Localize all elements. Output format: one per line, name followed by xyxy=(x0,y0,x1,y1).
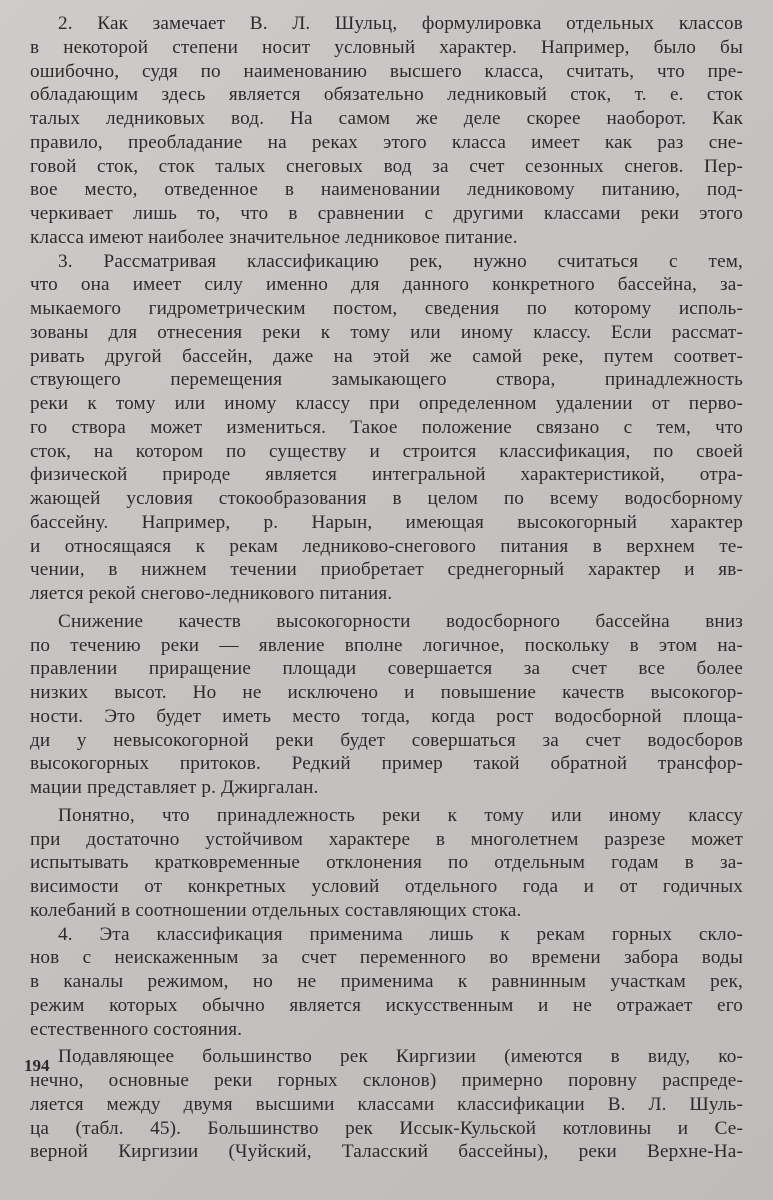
text-line: черкивает лишь то, что в сравнении с другими классами реки этого xyxy=(30,203,743,224)
text-line: Подавляющее большинство рек Киргизии (имеются в виду, ко- xyxy=(58,1046,743,1068)
text-line: испытывать кратковременные отклонения по отдельным годам в за- xyxy=(30,852,743,874)
text-line: говой сток, сток талых снеговых вод за счет сезонных снегов. Пер- xyxy=(30,155,743,177)
text-line: высокогорных притоков. Редкий пример такой обратной трансфор- xyxy=(30,753,743,775)
text-line: Понятно, что принадлежность реки к тому или иному классу xyxy=(58,804,743,826)
text-line: 4. Эта классификация применима лишь к рекам горных скло- xyxy=(58,923,743,945)
text-line: талых ледниковых вод. На самом же деле скорее наоборот. Как xyxy=(30,108,743,129)
text-line: ца (табл. 45). Большинство рек Иссык-Кульской котловины и Се- xyxy=(30,1117,743,1139)
text-line: в каналы режимом, но не применима к равнинным участкам рек, xyxy=(30,971,743,992)
text-line: Снижение качеств высокогорности водосборного бассейна вниз xyxy=(58,610,743,632)
text-line: реки к тому или иному классу при определенном удалении от перво- xyxy=(30,393,743,414)
paragraph-6 xyxy=(30,1045,743,1164)
text-line: что она имеет силу именно для данного конкретного бассейна, за- xyxy=(30,274,743,296)
text-line: 3. Рассматривая классификацию рек, нужно считаться с тем, xyxy=(58,250,743,272)
text-line: ляется рекой снегово-ледникового питания. xyxy=(30,583,393,604)
text-line: при достаточно устойчивом характере в многолетнем разрезе может xyxy=(30,828,743,850)
paragraph-1 xyxy=(30,12,743,250)
text-line: ляется между двумя высшими классами классификации В. Л. Шуль- xyxy=(30,1093,743,1115)
text-line: зованы для отнесения реки к тому или иному классу. Если рассмат- xyxy=(30,321,743,343)
text-line: нечно, основные реки горных склонов) примерно поровну распреде- xyxy=(30,1070,743,1091)
text-line: 2. Как замечает В. Л. Шульц, формулировка отдельных классов xyxy=(58,13,743,34)
text-line: и относящаяся к рекам ледниково-снегового питания в верхнем те- xyxy=(30,535,743,557)
text-line: режим которых обычно является искусственным и не отражает его xyxy=(30,994,743,1016)
text-line: ривать другой бассейн, даже на этой же самой реке, путем соответ- xyxy=(30,345,743,367)
text-line: правило, преобладание на реках этого класса имеет как раз сне- xyxy=(30,131,743,153)
text-line: го створа может измениться. Такое положение связано с тем, что xyxy=(30,416,743,438)
text-line: ошибочно, судя по наименованию высшего класса, считать, что пре- xyxy=(30,60,743,82)
paragraph-5 xyxy=(30,923,743,1042)
text-line: естественного состояния. xyxy=(30,1018,243,1040)
text-line: обладающим здесь является обязательно ледниковый сток, т. е. сток xyxy=(30,84,743,106)
text-line: ности. Это будет иметь место тогда, когда рост водосборной площа- xyxy=(30,705,743,727)
text-line: низких высот. Но не исключено и повышение качеств высокогор- xyxy=(30,682,743,703)
paragraph-3 xyxy=(30,610,743,800)
text-line: в некоторой степени носит условный характер. Например, было бы xyxy=(30,36,743,58)
text-line: по течению реки — явление вполне логичное, поскольку в этом на- xyxy=(30,634,743,656)
text-line: висимости от конкретных условий отдельного года и от годичных xyxy=(30,876,743,897)
text-line: нов с неискаженным за счет переменного во времени забора воды xyxy=(30,947,743,969)
paragraph-2 xyxy=(30,250,743,606)
text-line: верной Киргизии (Чуйский, Таласский бассейны), реки Верхне-На- xyxy=(30,1141,743,1163)
text-line: класса имеют наиболее значительное ледниковое питание. xyxy=(30,226,518,248)
text-line: правлении приращение площади совершается за счет все более xyxy=(30,658,743,680)
text-line: ствующего перемещения замыкающего створа, принадлежность xyxy=(30,369,743,391)
body-text xyxy=(30,12,743,1164)
text-line: колебаний в соотношении отдельных составляющих стока. xyxy=(30,899,522,921)
text-line: ди у невысокогорной реки будет совершаться за счет водосборов xyxy=(30,729,743,751)
text-line: физической природе является интегральной характеристикой, отра- xyxy=(30,464,743,486)
text-line: чении, в нижнем течении приобретает среднегорный характер и яв- xyxy=(30,559,743,581)
text-line: мыкаемого гидрометрическим постом, сведения по которому исполь- xyxy=(30,298,743,319)
text-line: жающей условия стокообразования в целом по всему водосборному xyxy=(30,488,743,509)
text-line: сток, на котором по существу и строится классификация, по своей xyxy=(30,440,743,462)
text-line: мации представляет р. Джиргалан. xyxy=(30,777,319,798)
text-line: вое место, отведенное в наименовании ледниковому питанию, под- xyxy=(30,179,743,201)
page-number: 194 xyxy=(24,1056,50,1075)
text-line: бассейну. Например, р. Нарын, имеющая высокогорный характер xyxy=(30,511,743,533)
paragraph-4 xyxy=(30,804,743,923)
